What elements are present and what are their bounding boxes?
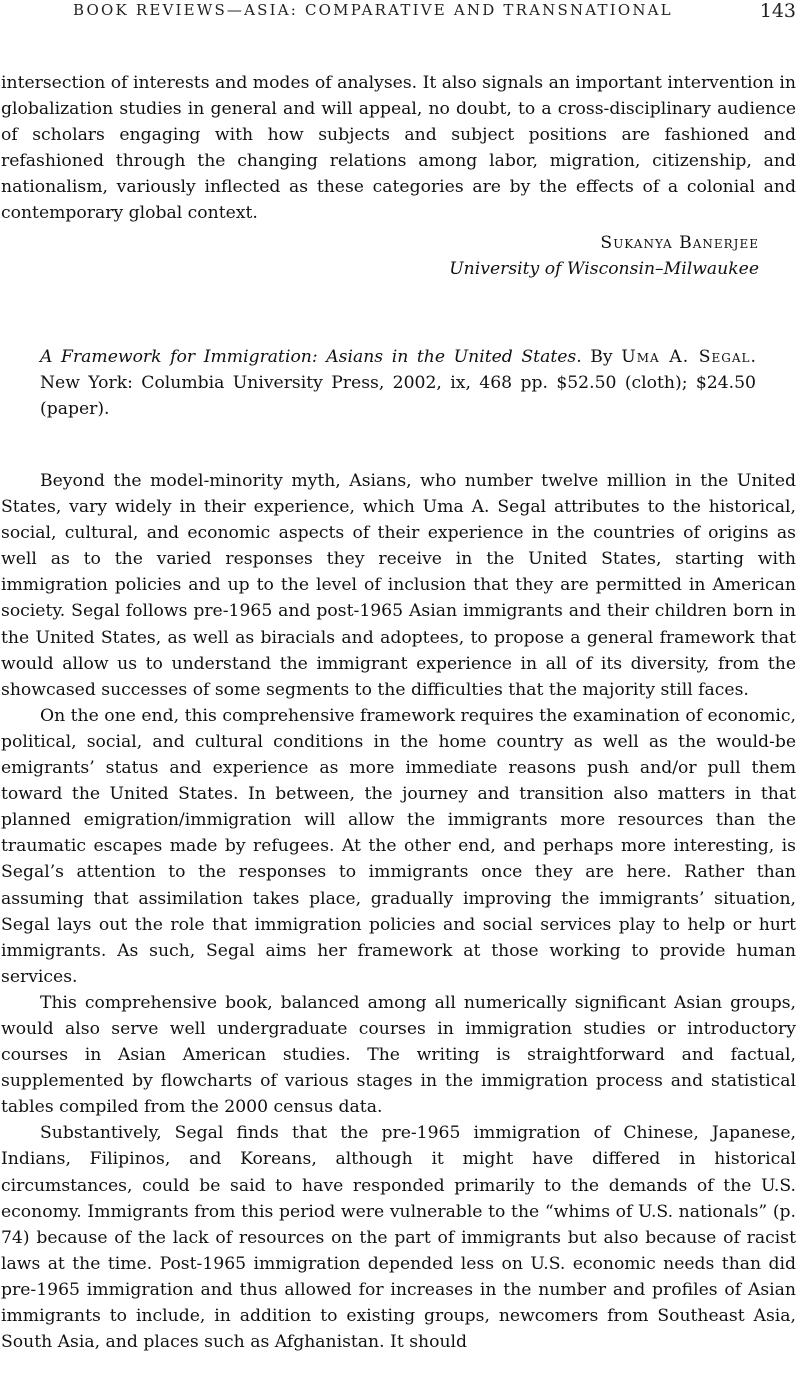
previous-review-ending <box>1 70 796 227</box>
review-paragraph: Substantively, Segal finds that the pre-1965 immigration of Chinese, Japanese, Indians, Filipinos, and Koreans, although it might have differed in historical circumstances, could be said to have responded primarily to the demands of the U.S. economy. Immigrants from this period were vulnerable to the “whims of U.S. nationals” (p. 74) because of the lack of resources on the part of immigrants but also because of racist laws at the time. Post-1965 immigration depended less on U.S. economic needs than did pre-1965 immigration and thus allowed for increases in the number and profiles of Asian immigrants to include, in addition to existing groups, newcomers from Southeast Asia, South Asia, and places such as Afghanistan. It should <box>1 1123 796 1353</box>
book-author: Uma A. Segal <box>621 347 751 367</box>
reviewer-name: Sukanya Banerjee <box>600 233 759 253</box>
reviewer-affiliation: University of Wisconsin–Milwaukee <box>449 259 759 280</box>
publication-details: . New York: Columbia University Press, 2002, ix, 468 pp. $52.50 (cloth); $24.50 (paper). <box>40 347 756 420</box>
running-head <box>0 0 800 28</box>
page-number: 143 <box>759 0 796 22</box>
reviewer-signoff <box>449 230 759 282</box>
citation-by: . By <box>576 347 613 367</box>
book-title: A Framework for Immigration: Asians in the United States <box>40 347 577 367</box>
review-paragraph: On the one end, this comprehensive framework requires the examination of economic, political, social, and cultural conditions in the home country as well as the would-be emigrants’ status and experience as more immediate reasons push and/or pull them toward the United States. In between, the journey and transition also matters in that planned emigration/immigration will allow the immigrants more resources than the traumatic escapes made by refugees. At the other end, and perhaps more interesting, is Segal’s attention to the responses to immigrants once they are here. Rather than assuming that assimilation takes place, gradually improving the immigrants’ situation, Segal lays out the role that immigration policies and social services play to help or hurt immigrants. As such, Segal aims her framework at those working to provide human services. <box>1 705 796 987</box>
book-citation <box>40 344 756 422</box>
review-paragraph: This comprehensive book, balanced among all numerically significant Asian groups, would also serve well undergraduate courses in immigration studies or introductory courses in Asian American studies. The writing is straightforward and factual, supplemented by flowcharts of various stages in the immigration process and statistical tables compiled from the 2000 census data. <box>1 992 796 1118</box>
running-head-title: BOOK REVIEWS—ASIA: COMPARATIVE AND TRANSNATIONAL <box>73 1 673 19</box>
review-paragraph: Beyond the model-minority myth, Asians, who number twelve million in the United States, vary widely in their experience, which Uma A. Segal attributes to the historical, social, cultural, and economic aspects of their experience in the countries of origins as well as to the varied responses they receive in the United States, starting with immigration policies and up to the level of inclusion that they are permitted in American society. Segal follows pre-1965 and post-1965 Asian immigrants and their children born in the United States, as well as biracials and adoptees, to propose a general framework that would allow us to understand the immigrant experience in all of its diversity, from the showcased successes of some segments to the difficulties that the majority still faces. <box>1 471 796 700</box>
review-body <box>1 468 796 1355</box>
previous-review-paragraph: intersection of interests and modes of analyses. It also signals an important intervention in globalization studies in general and will appeal, no doubt, to a cross-disciplinary audience of scholars engaging with how subjects and subject positions are fashioned and refashioned through the changing relations among labor, migration, citizenship, and nationalism, variously inflected as these categories are by the effects of a colonial and contemporary global context. <box>1 73 796 224</box>
